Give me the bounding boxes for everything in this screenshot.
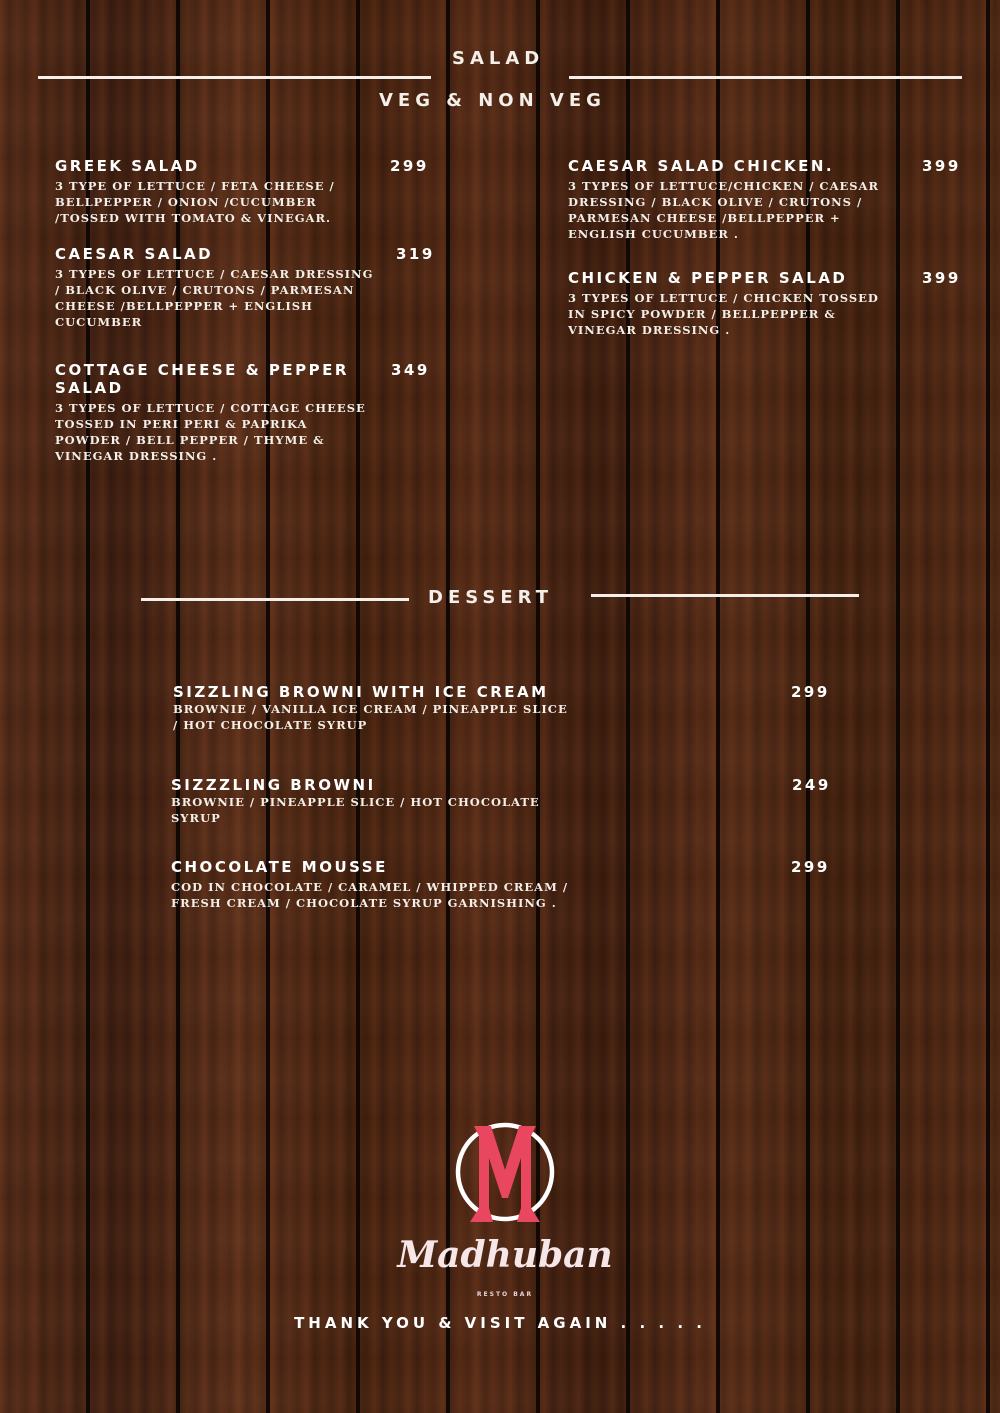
logo-m-emblem-icon [390, 1112, 620, 1237]
menu-item-chocolate-mousse [171, 858, 571, 911]
item-name: SIZZZLING BROWNI [171, 776, 376, 794]
thank-you-message: THANK YOU & VISIT AGAIN . . . . . [294, 1314, 706, 1332]
item-description: 3 TYPES OF LETTUCE / COTTAGE CHEESE TOSSED IN PERI PERI & PAPRIKA POWDER / BELL PEPPER / THYME & VINEGAR DRESSING . [55, 401, 366, 463]
salad-subtitle: VEG & NON VEG [379, 90, 606, 111]
menu-item-caesar-salad [55, 245, 375, 330]
menu-item-sizzling-browni-ice-cream [173, 683, 573, 733]
item-name: CHICKEN & PEPPER SALAD [568, 269, 848, 287]
item-price: 399 [922, 269, 961, 287]
madhuban-logo [390, 1112, 620, 1312]
item-description: BROWNIE / PINEAPPLE SLICE / HOT CHOCOLATE SYRUP [171, 795, 540, 825]
menu-item-cottage-cheese-pepper-salad [55, 361, 375, 464]
item-description: 3 TYPES OF LETTUCE / CHICKEN TOSSED IN SPICY POWDER / BELLPEPPER & VINEGAR DRESSING . [568, 291, 879, 337]
item-price: 349 [391, 361, 430, 379]
item-name: CAESAR SALAD CHICKEN. [568, 157, 835, 175]
item-description: COD IN CHOCOLATE / CARAMEL / WHIPPED CREAM / FRESH CREAM / CHOCOLATE SYRUP GARNISHING . [171, 880, 569, 910]
item-name: COTTAGE CHEESE & PEPPER SALAD [55, 361, 349, 397]
logo-subtitle: RESTO BAR [476, 1291, 534, 1298]
item-description: 3 TYPE OF LETTUCE / FETA CHEESE / BELLPEPPER / ONION /CUCUMBER /TOSSED WITH TOMATO & VINEGAR. [55, 179, 335, 225]
item-price: 249 [792, 776, 831, 794]
salad-divider-right [569, 76, 962, 79]
logo-wordmark: Madhuban [397, 1234, 613, 1276]
item-name: GREEK SALAD [55, 157, 200, 175]
menu-item-greek-salad [55, 157, 375, 226]
menu-item-caesar-salad-chicken [568, 157, 893, 242]
dessert-title: DESSERT [428, 587, 553, 608]
item-price: 319 [396, 245, 435, 263]
menu-item-chicken-pepper-salad [568, 269, 893, 338]
salad-divider-left [38, 76, 431, 79]
dessert-divider-left [141, 598, 409, 601]
item-name: CAESAR SALAD [55, 245, 214, 263]
menu-item-sizzzling-browni [171, 776, 541, 826]
item-price: 399 [922, 157, 961, 175]
item-price: 299 [791, 858, 830, 876]
item-name: SIZZLING BROWNI WITH ICE CREAM [173, 683, 549, 701]
item-description: BROWNIE / VANILLA ICE CREAM / PINEAPPLE SLICE / HOT CHOCOLATE SYRUP [173, 702, 568, 732]
salad-title: SALAD [452, 48, 545, 69]
item-name: CHOCOLATE MOUSSE [171, 858, 388, 876]
item-description: 3 TYPES OF LETTUCE / CAESAR DRESSING / BLACK OLIVE / CRUTONS / PARMESAN CHEESE /BELLPEPPER + ENGLISH CUCUMBER [55, 267, 374, 329]
dessert-divider-right [591, 594, 859, 597]
item-price: 299 [390, 157, 429, 175]
item-description: 3 TYPES OF LETTUCE/CHICKEN / CAESAR DRESSING / BLACK OLIVE / CRUTONS / PARMESAN CHEESE /BELLPEPPER + ENGLISH CUCUMBER . [568, 179, 880, 241]
item-price: 299 [791, 683, 830, 701]
